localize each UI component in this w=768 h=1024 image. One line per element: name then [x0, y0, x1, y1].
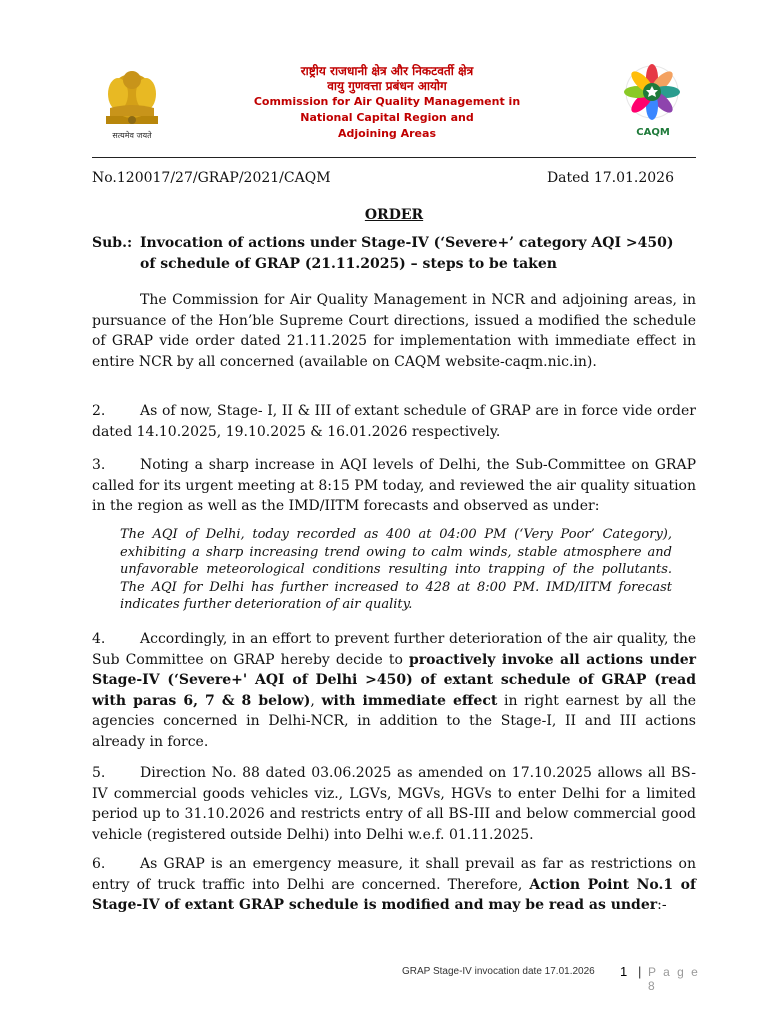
paragraph-number: 6.: [92, 856, 106, 872]
page-label: P a g e 8: [648, 965, 700, 993]
paragraph-3: [92, 455, 696, 517]
footer-title: GRAP Stage-IV invocation date 17.01.2026: [402, 966, 595, 977]
paragraph-emphasis: proactively invoke all actions under Stage-IV (‘Severe+' AQI of Delhi >450) of extant schedule of GRAP (read with paras 6, 7 & 8 below): [92, 651, 696, 709]
org-english-line-1: Commission for Air Quality Management in: [253, 95, 521, 108]
org-english-line-3: Adjoining Areas: [338, 127, 436, 140]
org-english-line-2: National Capital Region and: [300, 111, 474, 124]
paragraph-4: [92, 629, 696, 752]
paragraph-number: 2.: [92, 403, 106, 419]
paragraph-text: As GRAP is an emergency measure, it shall prevail as far as restrictions on entry of truck traffic into Delhi are concerned. Therefore,: [92, 856, 696, 893]
footer-separator: |: [638, 964, 642, 979]
org-hindi-line-2: वायु गुणवत्ता प्रबंधन आयोग: [327, 79, 447, 93]
paragraph-emphasis: Action Point No.1 of Stage-IV of extant GRAP schedule is modified and may be read as under: [92, 876, 696, 913]
paragraph-text: As of now, Stage- I, II & III of extant schedule of GRAP are in force vide order dated 14.10.2025, 19.10.2025 & 16.01.2026 respectively.: [92, 403, 696, 440]
aqi-observation-quote: The AQI of Delhi, today recorded as 400 at 04:00 PM (‘Very Poor’ Category), exhibiting a sharp increasing trend owing to calm winds, stable atmosphere and unfavorable meteorological conditions resulting into trapping of the pollutants. The AQI for Delhi has further increased to 428 at 8:00 PM. IMD/IITM forecast indicates further deterioration of air quality.: [120, 527, 672, 612]
organization-name: [212, 64, 562, 142]
subject-label: Sub.:: [92, 235, 133, 251]
paragraph-text: in right earnest by all the agencies concerned in Delhi-NCR, in addition to the Stage-I, II and III actions already in force.: [92, 692, 696, 750]
paragraph-6: [92, 854, 696, 916]
paragraph-text: Noting a sharp increase in AQI levels of Delhi, the Sub-Committee on GRAP called for its urgent meeting at 8:15 PM today, and reviewed the air quality situation in the region as well as the IMD/IITM forecasts and observed as under:: [92, 457, 696, 514]
paragraph-number: 5.: [92, 765, 106, 781]
paragraph-1: The Commission for Air Quality Management in NCR and adjoining areas, in pursuance of the Hon’ble Supreme Court directions, issued a modified the schedule of GRAP vide order dated 21.11.2025 for implementation with immediate effect in entire NCR by all concerned (available on CAQM website-caqm.nic.in).: [92, 292, 696, 370]
paragraph-number: 4.: [92, 631, 106, 647]
header-divider: [92, 157, 696, 158]
subject-text: Invocation of actions under Stage-IV (‘Severe+’ category AQI >450) of schedule of GRAP (21.11.2025) – steps to be taken: [140, 235, 674, 272]
document-title: ORDER: [364, 207, 424, 223]
order-date: Dated 17.01.2026: [546, 170, 674, 186]
paragraph-5: [92, 763, 696, 845]
emblem-motto: सत्यमेव जयते: [112, 131, 152, 140]
paragraph-number: 3.: [92, 457, 106, 473]
national-emblem-icon: [92, 58, 172, 140]
paragraph-text: Direction No. 88 dated 03.06.2025 as amended on 17.10.2025 allows all BS-IV commercial goods vehicles viz., LGVs, MGVs, HGVs to enter Delhi for a limited period up to 31.10.2026 and restricts entry of all BS-III and below commercial good vehicle (registered outside Delhi) into Delhi w.e.f. 01.11.2025.: [92, 765, 696, 843]
paragraph-text: ,: [310, 692, 322, 709]
caqm-logo-text: CAQM: [636, 127, 670, 138]
org-hindi-line-1: राष्ट्रीय राजधानी क्षेत्र और निकटवर्ती क्षेत्र: [300, 64, 474, 78]
paragraph-emphasis: with immediate effect: [321, 692, 498, 709]
page-number: 1: [620, 964, 628, 979]
order-number: No.120017/27/GRAP/2021/CAQM: [92, 170, 331, 186]
page-footer: [402, 964, 702, 993]
reference-line: [92, 170, 674, 186]
paragraph-text: :-: [657, 897, 667, 913]
paragraph-text: Accordingly, in an effort to prevent further deterioration of the air quality, the Sub Committee on GRAP hereby decide to: [92, 631, 696, 668]
paragraph-2: [92, 401, 696, 442]
subject: [92, 233, 674, 275]
letterhead: [92, 58, 692, 158]
